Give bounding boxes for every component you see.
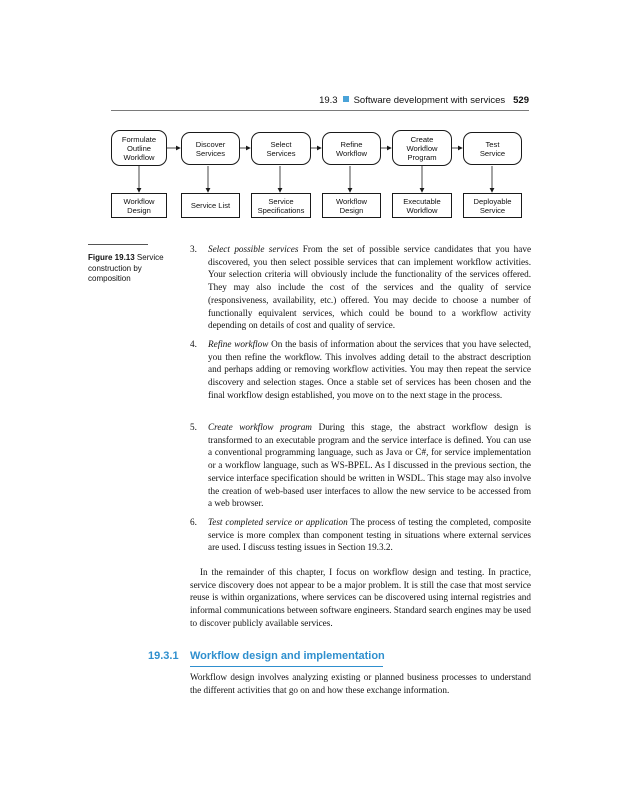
step-select-services: Select Services: [251, 132, 311, 165]
list-item-number: 6.: [190, 517, 197, 527]
step-test-service: Test Service: [463, 132, 522, 165]
list-item-title: Create workflow program: [208, 422, 312, 432]
step-discover-services: Discover Services: [181, 132, 240, 165]
output-workflow-design-1: Workflow Design: [111, 193, 167, 218]
figure-label: Figure 19.13: [88, 253, 135, 262]
output-service-specifications: Service Specifications: [251, 193, 311, 218]
list-item-number: 4.: [190, 339, 197, 349]
header-section: 19.3: [319, 95, 338, 106]
list-item-body: On the basis of information about the services that you have selected, you then refine the workflow. This involves adding detail to the abstract description and perhaps adding or removing workflow activities. You may then repeat the service discovery and selection stages. Once a stable set of services has been chosen and the final workflow design established, you move on to the next stage in the process.: [208, 339, 532, 400]
caption-rule: [88, 244, 148, 245]
section-title: Workflow design and implementation: [190, 650, 385, 662]
output-service-list: Service List: [181, 193, 240, 218]
page-number: 529: [513, 95, 529, 106]
list-item-title: Select possible services: [208, 244, 299, 254]
output-executable-workflow: Executable Workflow: [392, 193, 452, 218]
section-paragraph: Workflow design involves analyzing existing or planned business processes to understand the different activities that go on and how these exchange information.: [190, 672, 531, 695]
list-item-title: Test completed service or application: [208, 517, 348, 527]
list-item-title: Refine workflow: [208, 339, 269, 349]
figure-caption: [88, 253, 183, 285]
list-item-4: [190, 338, 531, 402]
list-item-number: 5.: [190, 422, 197, 432]
list-item-body: The process of testing the completed, composite service is more complex than component testing in situations where external services are used. I discuss testing issues in Section 19.3.2.: [208, 517, 531, 553]
section-number: 19.3.1: [148, 650, 179, 662]
list-item-number: 3.: [190, 244, 197, 254]
header-title: Software development with services: [353, 95, 506, 106]
list-item-3: [190, 243, 531, 332]
step-formulate-outline-workflow: Formulate Outline Workflow: [111, 130, 167, 166]
body-paragraph: In the remainder of this chapter, I focus on workflow design and testing. In practice, service discovery does not appear to be a major problem. It is still the case that most service reuse is within organizations, where services can be discovered using internal registries and informal communications between software engineers. Standard search engines may be used to discover publicly available services.: [190, 567, 531, 628]
list-item-body: From the set of possible service candidates that you have discovered, you then select possible services that can implement workflow activities. Your selection criteria will obviously include the functionality of the services offered. They may also include the cost of the services and the quality of service (responsiveness, availability, etc.) offered. You may decide to choose a number of functionally equivalent services, which could be bound to a workflow activity depending on details of cost and quality of service.: [208, 244, 532, 331]
output-deployable-service: Deployable Service: [463, 193, 522, 218]
step-refine-workflow: Refine Workflow: [322, 132, 381, 165]
step-create-workflow-program: Create Workflow Program: [392, 130, 452, 166]
figure-caption-text: Service construction by composition: [88, 253, 164, 283]
list-item-6: [190, 516, 531, 554]
list-item-body: During this stage, the abstract workflow design is transformed to an executable program and the service interface is defined. You can use a conventional programming language, such as Java or C#, for service implementation or a workflow language, such as WS-BPEL. As I discussed in the previous section, the service interface specification should be written in WSDL. This stage may also involve the creation of web-based user interfaces to allow the new service to be accessed from a web browser.: [208, 422, 532, 509]
list-item-5: [190, 421, 531, 510]
output-workflow-design-2: Workflow Design: [322, 193, 381, 218]
section-title-rule: [190, 666, 383, 667]
